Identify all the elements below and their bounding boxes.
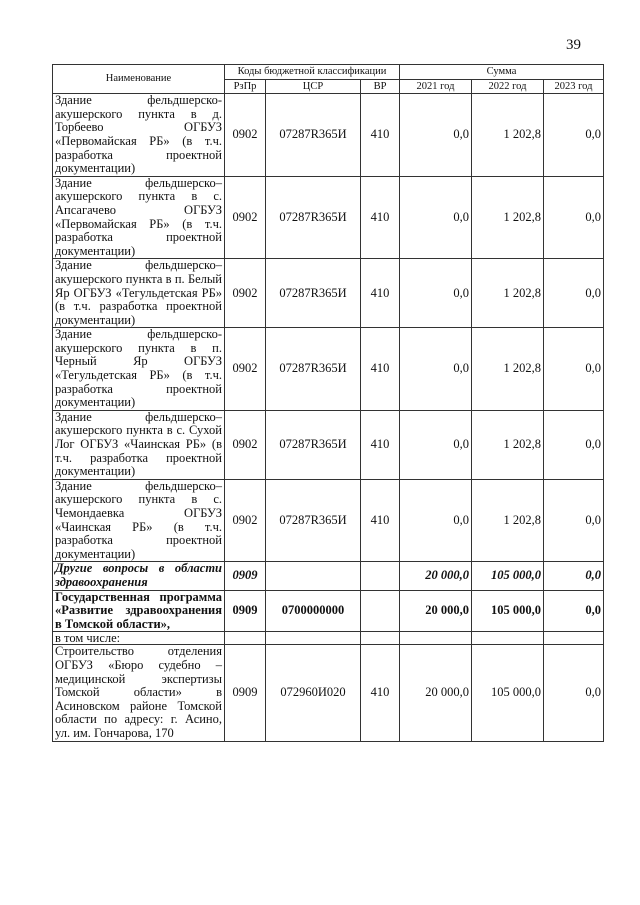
row-vr: 410 — [361, 176, 400, 259]
row-name: Здание фельдшерско-акушерского пункта в д. Торбеево ОГБУЗ «Первомайская РБ» (в т.ч. разработка проектной документации) — [53, 94, 225, 177]
program-rzpr: 0909 — [225, 590, 266, 632]
row-2023: 0,0 — [544, 410, 604, 479]
program-vr — [361, 590, 400, 632]
section-vr — [361, 562, 400, 590]
row-2023: 0,0 — [544, 259, 604, 328]
including-label: в том числе: — [53, 632, 225, 645]
row-2021: 0,0 — [400, 328, 472, 411]
header-csr: ЦСР — [266, 79, 361, 94]
page-number: 39 — [566, 37, 581, 53]
row-2022: 1 202,8 — [472, 259, 544, 328]
row-rzpr: 0902 — [225, 94, 266, 177]
row-2022: 105 000,0 — [472, 645, 544, 741]
row-2023: 0,0 — [544, 479, 604, 562]
table-row — [53, 410, 604, 479]
empty-cell — [472, 632, 544, 645]
row-csr: 07287R365И — [266, 259, 361, 328]
row-name: Здание фельдшерско–акушерского пункта в п. Белый Яр ОГБУЗ «Тегульдетская РБ» (в т.ч. разработка проектной документации) — [53, 259, 225, 328]
row-csr: 07287R365И — [266, 410, 361, 479]
row-rzpr: 0902 — [225, 328, 266, 411]
section-rzpr: 0909 — [225, 562, 266, 590]
header-2021: 2021 год — [400, 79, 472, 94]
row-2021: 0,0 — [400, 94, 472, 177]
row-vr: 410 — [361, 328, 400, 411]
table-row — [53, 328, 604, 411]
row-csr: 07287R365И — [266, 479, 361, 562]
table-row — [53, 645, 604, 741]
row-vr: 410 — [361, 259, 400, 328]
row-2021: 0,0 — [400, 259, 472, 328]
row-rzpr: 0902 — [225, 259, 266, 328]
including-row — [53, 632, 604, 645]
program-csr: 0700000000 — [266, 590, 361, 632]
empty-cell — [544, 632, 604, 645]
row-2022: 1 202,8 — [472, 176, 544, 259]
row-2023: 0,0 — [544, 328, 604, 411]
row-2021: 0,0 — [400, 410, 472, 479]
row-2023: 0,0 — [544, 94, 604, 177]
row-rzpr: 0902 — [225, 410, 266, 479]
section-row — [53, 562, 604, 590]
section-2021: 20 000,0 — [400, 562, 472, 590]
empty-cell — [400, 632, 472, 645]
row-2021: 0,0 — [400, 479, 472, 562]
row-2022: 1 202,8 — [472, 328, 544, 411]
row-2021: 20 000,0 — [400, 645, 472, 741]
table-row — [53, 259, 604, 328]
row-name: Здание фельдшерско–акушерского пункта в с. Чемондаевка ОГБУЗ «Чаинская РБ» (в т.ч. разработка проектной документации) — [53, 479, 225, 562]
row-name: Здание фельдшерско–акушерского пункта в с. Сухой Лог ОГБУЗ «Чаинская РБ» (в т.ч. разработка проектной документации) — [53, 410, 225, 479]
row-2023: 0,0 — [544, 645, 604, 741]
row-name: Здание фельдшерско–акушерского пункта в с. Апсагачево ОГБУЗ «Первомайская РБ» (в т.ч. разработка проектной документации) — [53, 176, 225, 259]
header-2022: 2022 год — [472, 79, 544, 94]
header-codes-group: Коды бюджетной классификации — [225, 65, 400, 80]
program-row — [53, 590, 604, 632]
section-2023: 0,0 — [544, 562, 604, 590]
row-csr: 07287R365И — [266, 176, 361, 259]
row-vr: 410 — [361, 410, 400, 479]
row-name: Строительство отделения ОГБУЗ «Бюро судебно – медицинской экспертизы Томской области» в Асиновском районе Томской области по адресу: г. Асино, ул. им. Гончарова, 170 — [53, 645, 225, 741]
header-rzpr: РзПр — [225, 79, 266, 94]
program-name: Государственная программа «Развитие здравоохранения в Томской области», — [53, 590, 225, 632]
row-2022: 1 202,8 — [472, 479, 544, 562]
empty-cell — [225, 632, 266, 645]
row-2022: 1 202,8 — [472, 94, 544, 177]
program-2022: 105 000,0 — [472, 590, 544, 632]
row-csr: 07287R365И — [266, 328, 361, 411]
header-vr: ВР — [361, 79, 400, 94]
row-csr: 072960И020 — [266, 645, 361, 741]
table-row — [53, 176, 604, 259]
empty-cell — [266, 632, 361, 645]
section-2022: 105 000,0 — [472, 562, 544, 590]
row-vr: 410 — [361, 479, 400, 562]
section-name: Другие вопросы в области здравоохранения — [53, 562, 225, 590]
row-rzpr: 0902 — [225, 176, 266, 259]
row-2021: 0,0 — [400, 176, 472, 259]
row-name: Здание фельдшерско-акушерского пункта в п. Черный Яр ОГБУЗ «Тегульдетская РБ» (в т.ч. разработка проектной документации) — [53, 328, 225, 411]
row-csr: 07287R365И — [266, 94, 361, 177]
row-2023: 0,0 — [544, 176, 604, 259]
row-rzpr: 0902 — [225, 479, 266, 562]
row-vr: 410 — [361, 645, 400, 741]
header-2023: 2023 год — [544, 79, 604, 94]
row-vr: 410 — [361, 94, 400, 177]
budget-table — [52, 64, 604, 742]
section-csr — [266, 562, 361, 590]
row-2022: 1 202,8 — [472, 410, 544, 479]
header-sum-group: Сумма — [400, 65, 604, 80]
program-2021: 20 000,0 — [400, 590, 472, 632]
table-row — [53, 479, 604, 562]
empty-cell — [361, 632, 400, 645]
row-rzpr: 0909 — [225, 645, 266, 741]
table-row — [53, 94, 604, 177]
program-2023: 0,0 — [544, 590, 604, 632]
header-name: Наименование — [53, 65, 225, 94]
